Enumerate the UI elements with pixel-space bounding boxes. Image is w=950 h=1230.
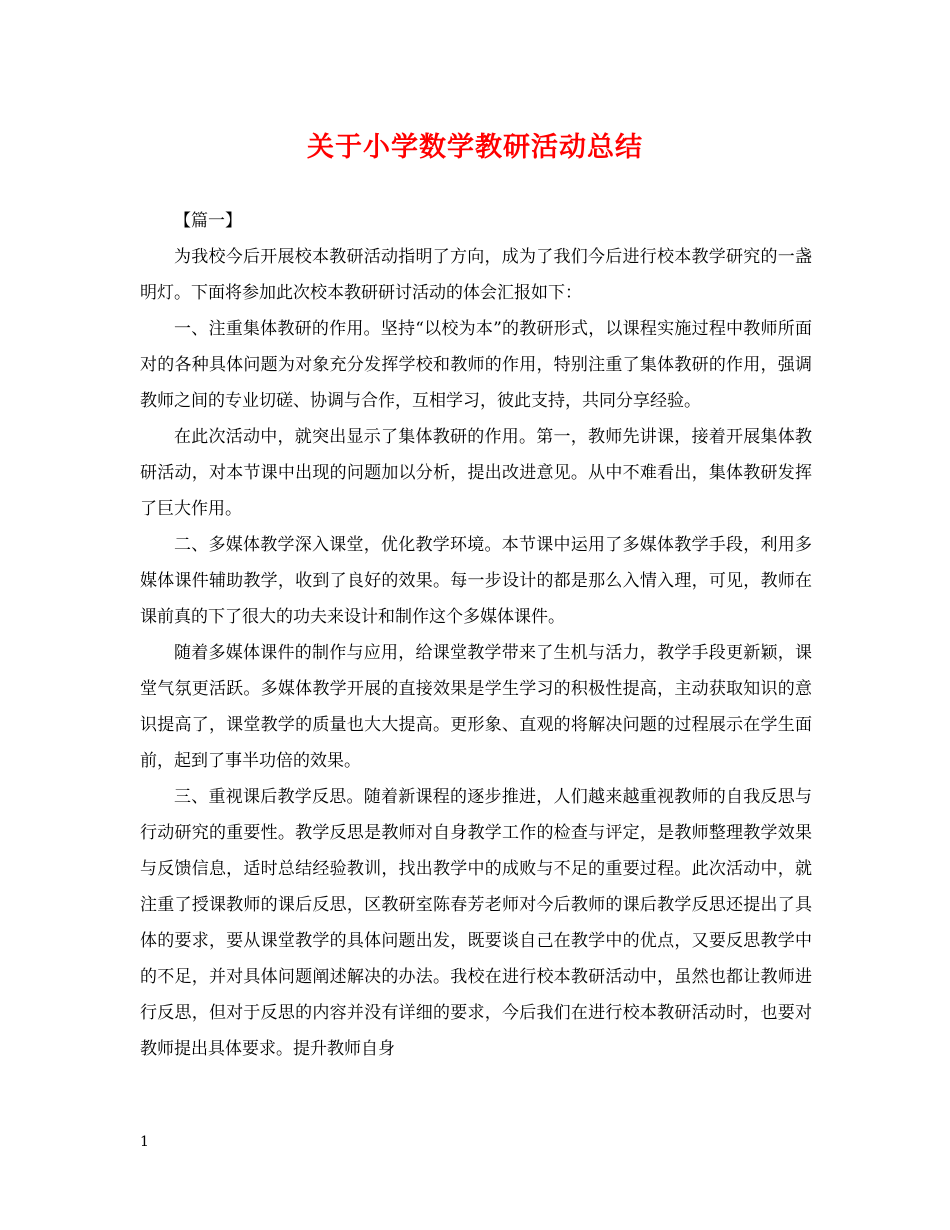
paragraph-intro: 为我校今后开展校本教研活动指明了方向，成为了我们今后进行校本教学研究的一盏明灯。下面将参加此次校本教研研讨活动的体会汇报如下： — [140, 247, 812, 303]
paragraph-collective-research: 一、注重集体教研的作用。坚持“以校为本”的教研形式，以课程实施过程中教师所面对的各种具体问题为对象充分发挥学校和教师的作用，特别注重了集体教研的作用，强调教师之间的专业切磋、协调与合作，互相学习，彼此支持，共同分享经验。 — [140, 319, 812, 411]
paragraph-multimedia-teaching: 二、多媒体教学深入课堂，优化教学环境。本节课中运用了多媒体教学手段，利用多媒体课件辅助教学，收到了良好的效果。每一步设计的都是那么入情入理，可见，教师在课前真的下了很大的功夫来设计和制作这个多媒体课件。 — [140, 535, 812, 627]
page-title: 关于小学数学教研活动总结 — [307, 132, 643, 163]
page-number: 1 — [140, 1134, 149, 1150]
paragraph-multimedia-effects: 随着多媒体课件的制作与应用，给课堂教学带来了生机与活力，教学手段更新颖，课堂气氛更活跃。多媒体教学开展的直接效果是学生学习的积极性提高，主动获取知识的意识提高了，课堂教学的质量也大大提高。更形象、直观的将解决问题的过程展示在学生面前，起到了事半功倍的效果。 — [140, 643, 812, 771]
section-label: 【篇一】 — [174, 211, 242, 231]
paragraph-activity-example: 在此次活动中，就突出显示了集体教研的作用。第一，教师先讲课，接着开展集体教研活动，对本节课中出现的问题加以分析，提出改进意见。从中不难看出，集体教研发挥了巨大作用。 — [140, 427, 812, 519]
paragraph-teaching-reflection: 三、重视课后教学反思。随着新课程的逐步推进，人们越来越重视教师的自我反思与行动研究的重要性。教学反思是教师对自身教学工作的检查与评定，是教师整理教学效果与反馈信息，适时总结经验教训，找出教学中的成败与不足的重要过程。此次活动中，就注重了授课教师的课后反思，区教研室陈春芳老师对今后教师的课后教学反思还提出了具体的要求，要从课堂教学的具体问题出发，既要谈自己在教学中的优点，又要反思教学中的不足，并对具体问题阐述解决的办法。我校在进行校本教研活动中，虽然也都让教师进行反思，但对于反思的内容并没有详细的要求，今后我们在进行校本教研活动时，也要对教师提出具体要求。提升教师自身 — [140, 787, 812, 1059]
document-body — [140, 203, 812, 1067]
